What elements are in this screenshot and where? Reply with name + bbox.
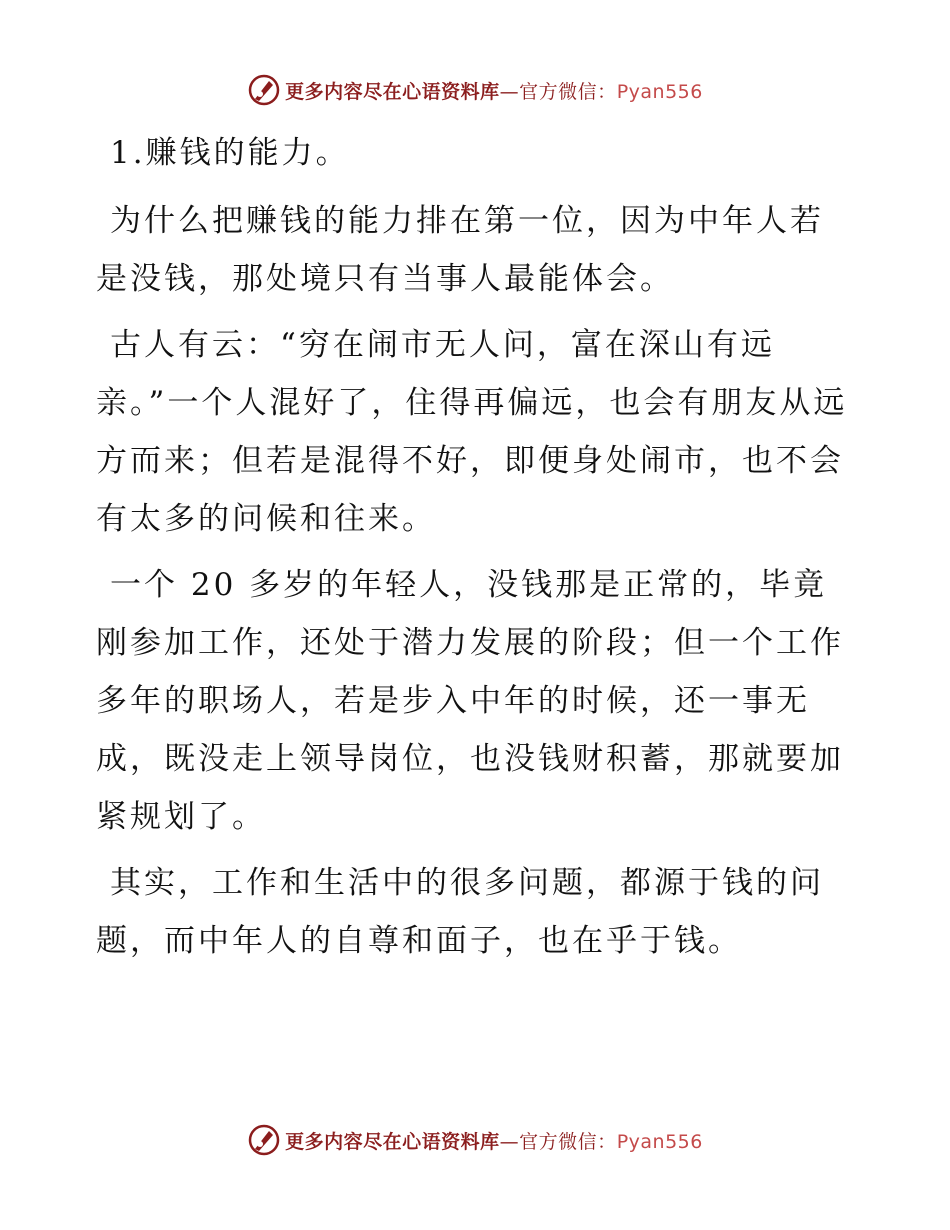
- watermark-handle: Pyan556: [616, 1130, 703, 1153]
- watermark-dash: —: [499, 1130, 520, 1153]
- paragraph-3: 一个 20 多岁的年轻人，没钱那是正常的，毕竟刚参加工作，还处于潜力发展的阶段；但一个工作多年的职场人，若是步入中年的时候，还一事无成，既没走上领导岗位，也没钱财积蓄，那就要加紧规划了。: [96, 567, 844, 835]
- section-heading: 1.赚钱的能力。: [110, 135, 350, 171]
- watermark-handle: Pyan556: [616, 80, 703, 103]
- watermark-wechat: 官方微信：: [519, 80, 617, 103]
- watermark-text: [285, 77, 703, 104]
- watermark-main: 更多内容尽在心语资料库: [285, 80, 500, 103]
- watermark-main: 更多内容尽在心语资料库: [285, 1130, 500, 1153]
- document-body: [96, 124, 856, 978]
- paragraph-4: 其实，工作和生活中的很多问题，都源于钱的问题，而中年人的自尊和面子，也在乎于钱。: [96, 865, 824, 959]
- watermark-wechat: 官方微信：: [519, 1130, 617, 1153]
- pen-logo-icon: [247, 1123, 281, 1157]
- paragraph-2: 古人有云：“穷在闹市无人问，富在深山有远亲。”一个人混好了，住得再偏远，也会有朋友从远方而来；但若是混得不好，即便身处闹市，也不会有太多的问候和往来。: [96, 327, 848, 537]
- watermark-dash: —: [499, 80, 520, 103]
- paragraph-1: 为什么把赚钱的能力排在第一位，因为中年人若是没钱，那处境只有当事人最能体会。: [96, 203, 824, 297]
- pen-logo-icon: [247, 73, 281, 107]
- watermark-text: [285, 1127, 703, 1154]
- header-watermark: [0, 70, 950, 110]
- footer-watermark: [0, 1120, 950, 1160]
